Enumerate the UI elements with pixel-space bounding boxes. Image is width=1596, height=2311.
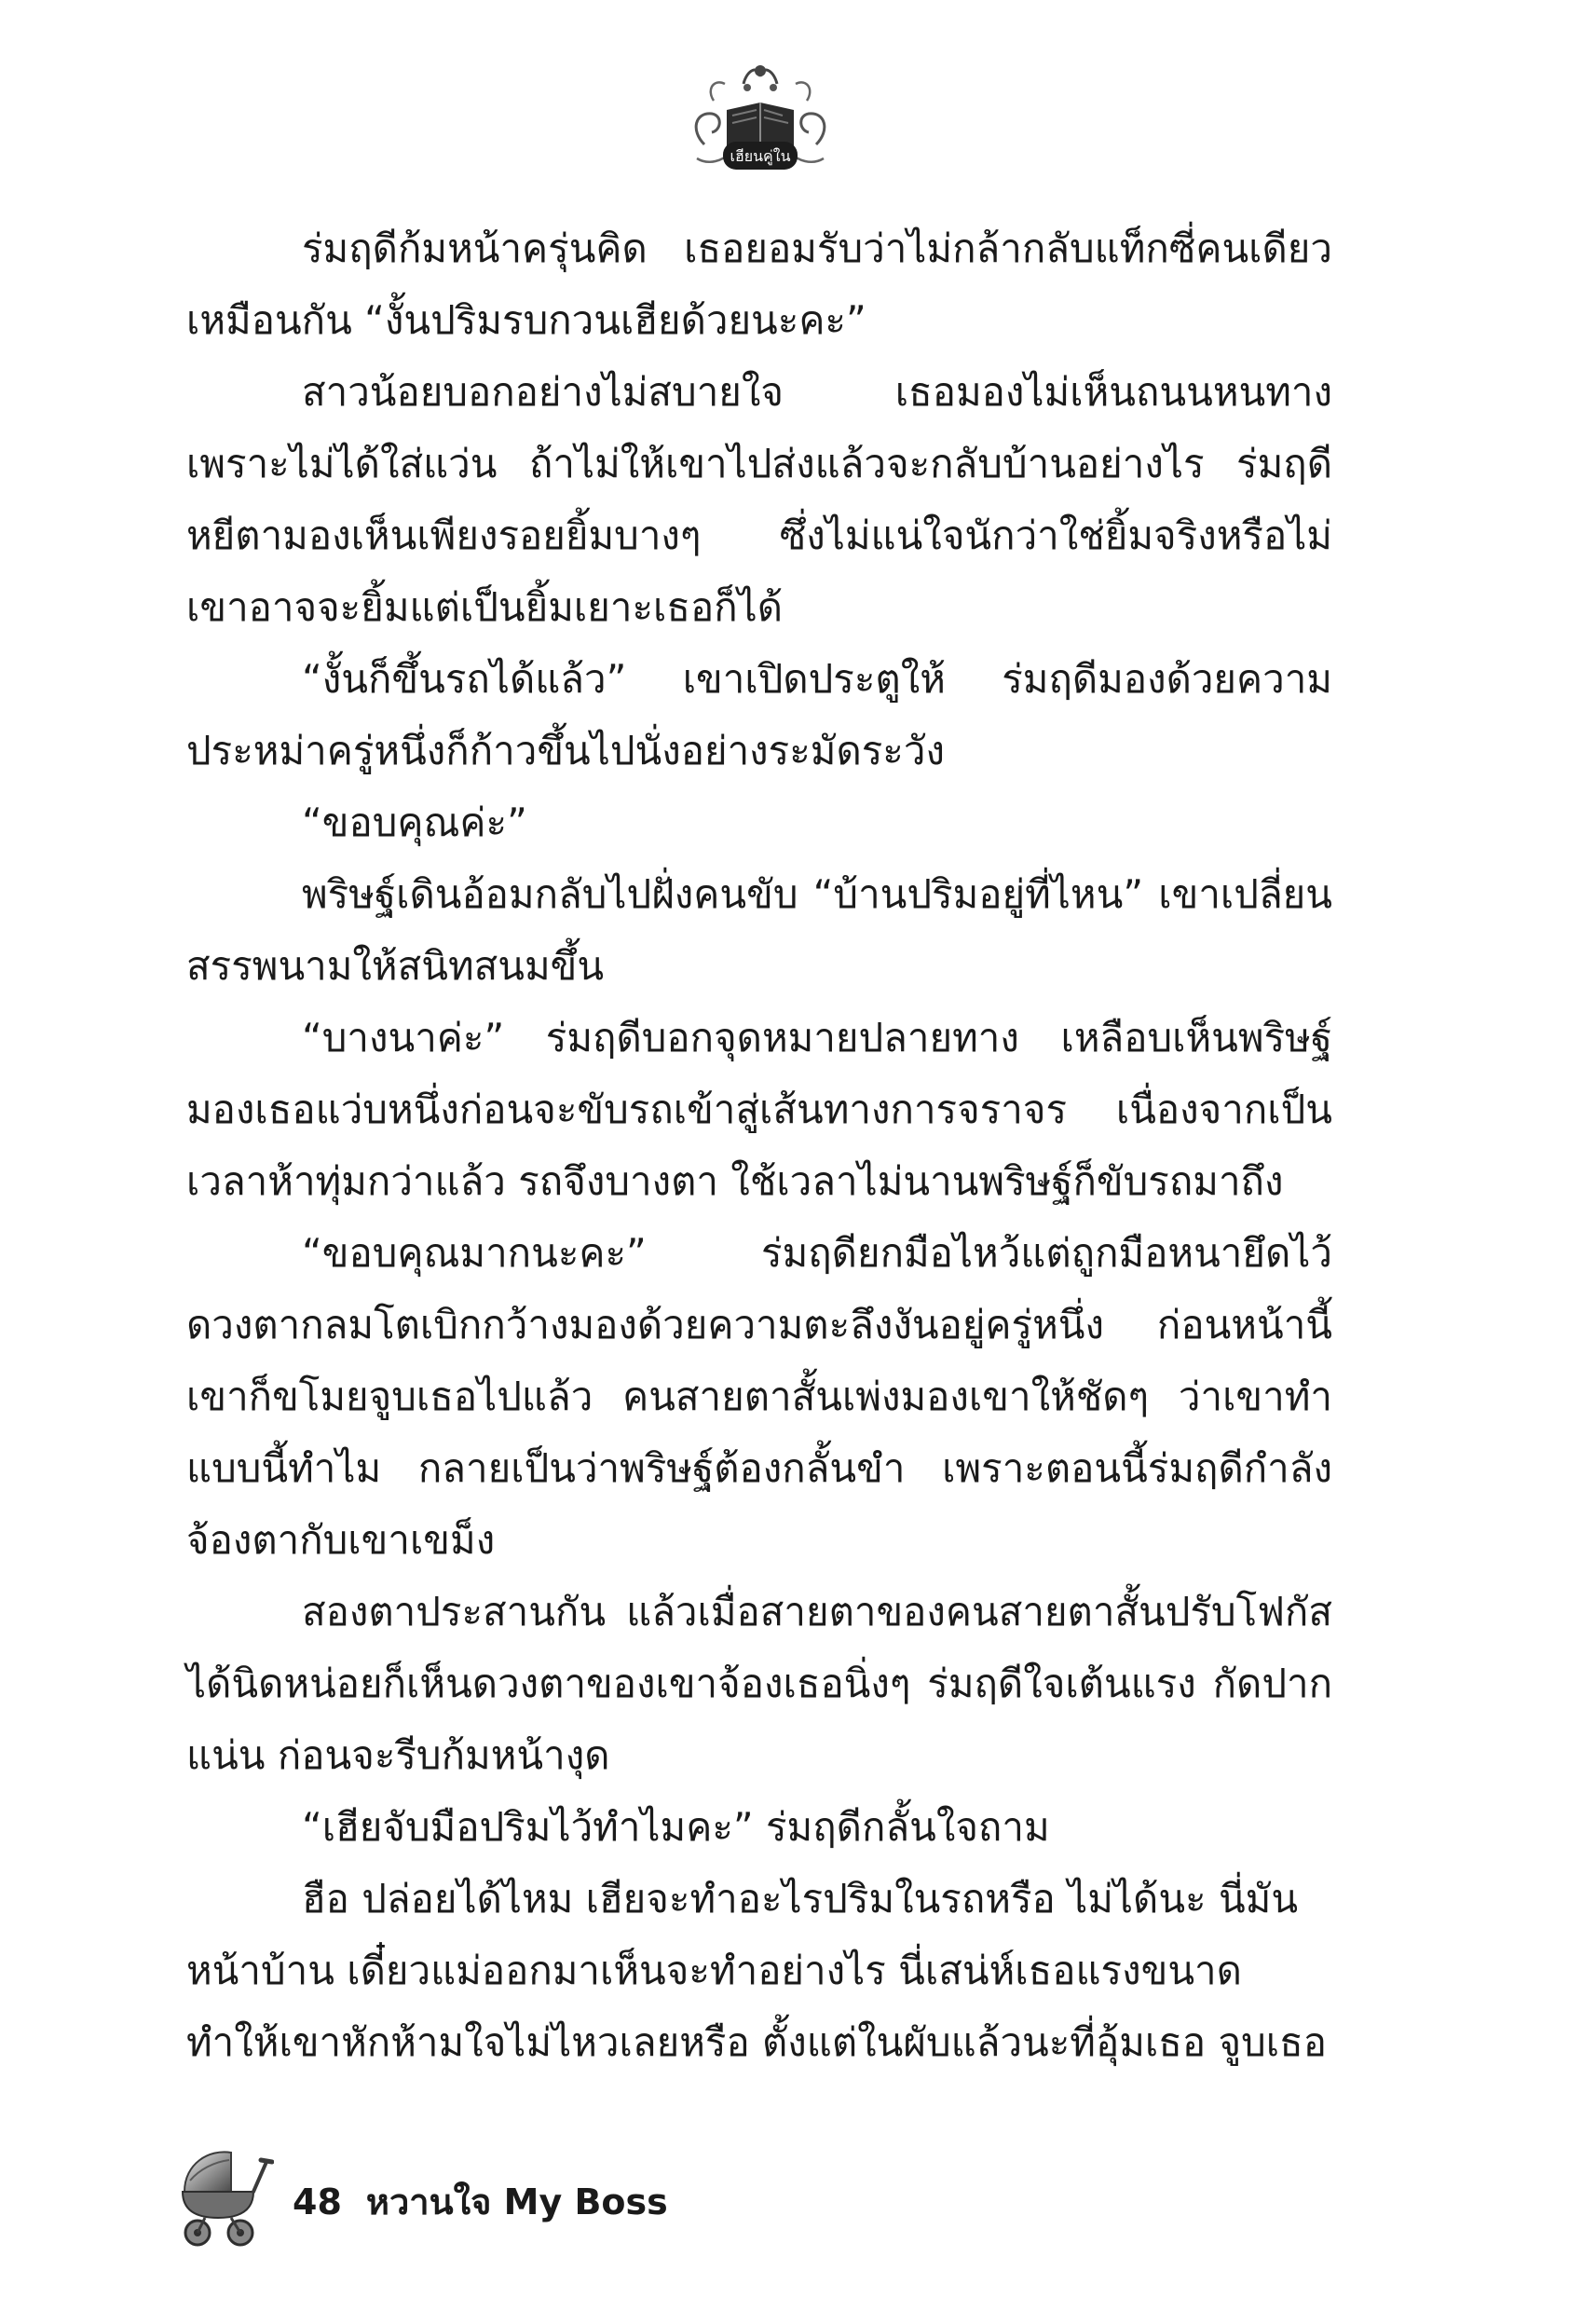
footer-folio: [293, 2173, 668, 2230]
page-footer: [177, 2143, 1109, 2255]
body-text: [186, 212, 1332, 2078]
header-emblem: [686, 56, 835, 186]
baby-stroller-icon: [177, 2143, 274, 2248]
paragraph-2: สาวน้อยบอกอย่างไม่สบายใจ เธอมองไม่เห็นถนนหนทางเพราะไม่ได้ใส่แว่น ถ้าไม่ให้เขาไปส่งแล้วจะกลับบ้านอย่างไร ร่มฤดีหยีตามองเห็นเพียงรอยยิ้มบางๆ ซึ่งไม่แน่ใจนักว่าใช่ยิ้มจริงหรือไม่ เขาอาจจะยิ้มแต่เป็นยิ้มเยาะเธอก็ได้: [186, 369, 1332, 630]
paragraph-7: “ขอบคุณมากนะคะ” ร่มฤดียกมือไหว้แต่ถูกมือหนายึดไว้ ดวงตากลมโตเบิกกว้างมองด้วยความตะลึงงันอยู่ครู่หนึ่ง ก่อนหน้านี้เขาก็ขโมยจูบเธอไปแล้ว คนสายตาสั้นเพ่งมองเขาให้ชัดๆ ว่าเขาทำแบบนี้ทำไม กลายเป็นว่าพริษฐ์ต้องกลั้นขำ เพราะตอนนี้ร่มฤดีกำลังจ้องตากับเขาเขม็ง: [186, 1230, 1332, 1563]
paragraph-5: พริษฐ์เดินอ้อมกลับไปฝั่งคนขับ “บ้านปริมอยู่ที่ไหน” เขาเปลี่ยนสรรพนามให้สนิทสนมขึ้น: [186, 871, 1332, 989]
paragraph-9: “เฮียจับมือปริมไว้ทำไมคะ” ร่มฤดีกลั้นใจถาม: [302, 1804, 1050, 1850]
paragraph-8: สองตาประสานกัน แล้วเมื่อสายตาของคนสายตาสั้นปรับโฟกัสได้นิดหน่อยก็เห็นดวงตาของเขาจ้องเธอนิ่งๆ ร่มฤดีใจเต้นแรง กัดปากแน่น ก่อนจะรีบก้มหน้างุด: [186, 1589, 1332, 1778]
book-title: หวานใจ My Boss: [365, 2181, 668, 2222]
emblem-text: เฮียนคู่ใน: [730, 147, 791, 165]
ornament-book-icon: [686, 56, 835, 186]
paragraph-10: ฮือ ปล่อยได้ไหม เฮียจะทำอะไรปริมในรถหรือ ไม่ได้นะ นี่มันหน้าบ้าน เดี๋ยวแม่ออกมาเห็นจะทำอย่างไร นี่เสน่ห์เธอแรงขนาดทำให้เขาหักห้ามใจไม่ไหวเลยหรือ ตั้งแต่ในผับแล้วนะที่อุ้มเธอ จูบเธอ: [186, 1876, 1327, 2065]
paragraph-1: ร่มฤดีก้มหน้าครุ่นคิด เธอยอมรับว่าไม่กล้ากลับแท็กซี่คนเดียวเหมือนกัน “งั้นปริมรบกวนเฮียด้วยนะคะ”: [186, 226, 1332, 343]
paragraph-3: “งั้นก็ขึ้นรถได้แล้ว” เขาเปิดประตูให้ ร่มฤดีมองด้วยความประหม่าครู่หนึ่งก็ก้าวขึ้นไปนั่งอย่างระมัดระวัง: [186, 656, 1332, 773]
paragraph-4: “ขอบคุณค่ะ”: [302, 800, 527, 845]
page-number: 48: [293, 2181, 342, 2222]
paragraph-6: “บางนาค่ะ” ร่มฤดีบอกจุดหมายปลายทาง เหลือบเห็นพริษฐ์มองเธอแว่บหนึ่งก่อนจะขับรถเข้าสู่เส้นทางการจราจร เนื่องจากเป็นเวลาห้าทุ่มกว่าแล้ว รถจึงบางตา ใช้เวลาไม่นานพริษฐ์ก็ขับรถมาถึง: [186, 1015, 1332, 1204]
